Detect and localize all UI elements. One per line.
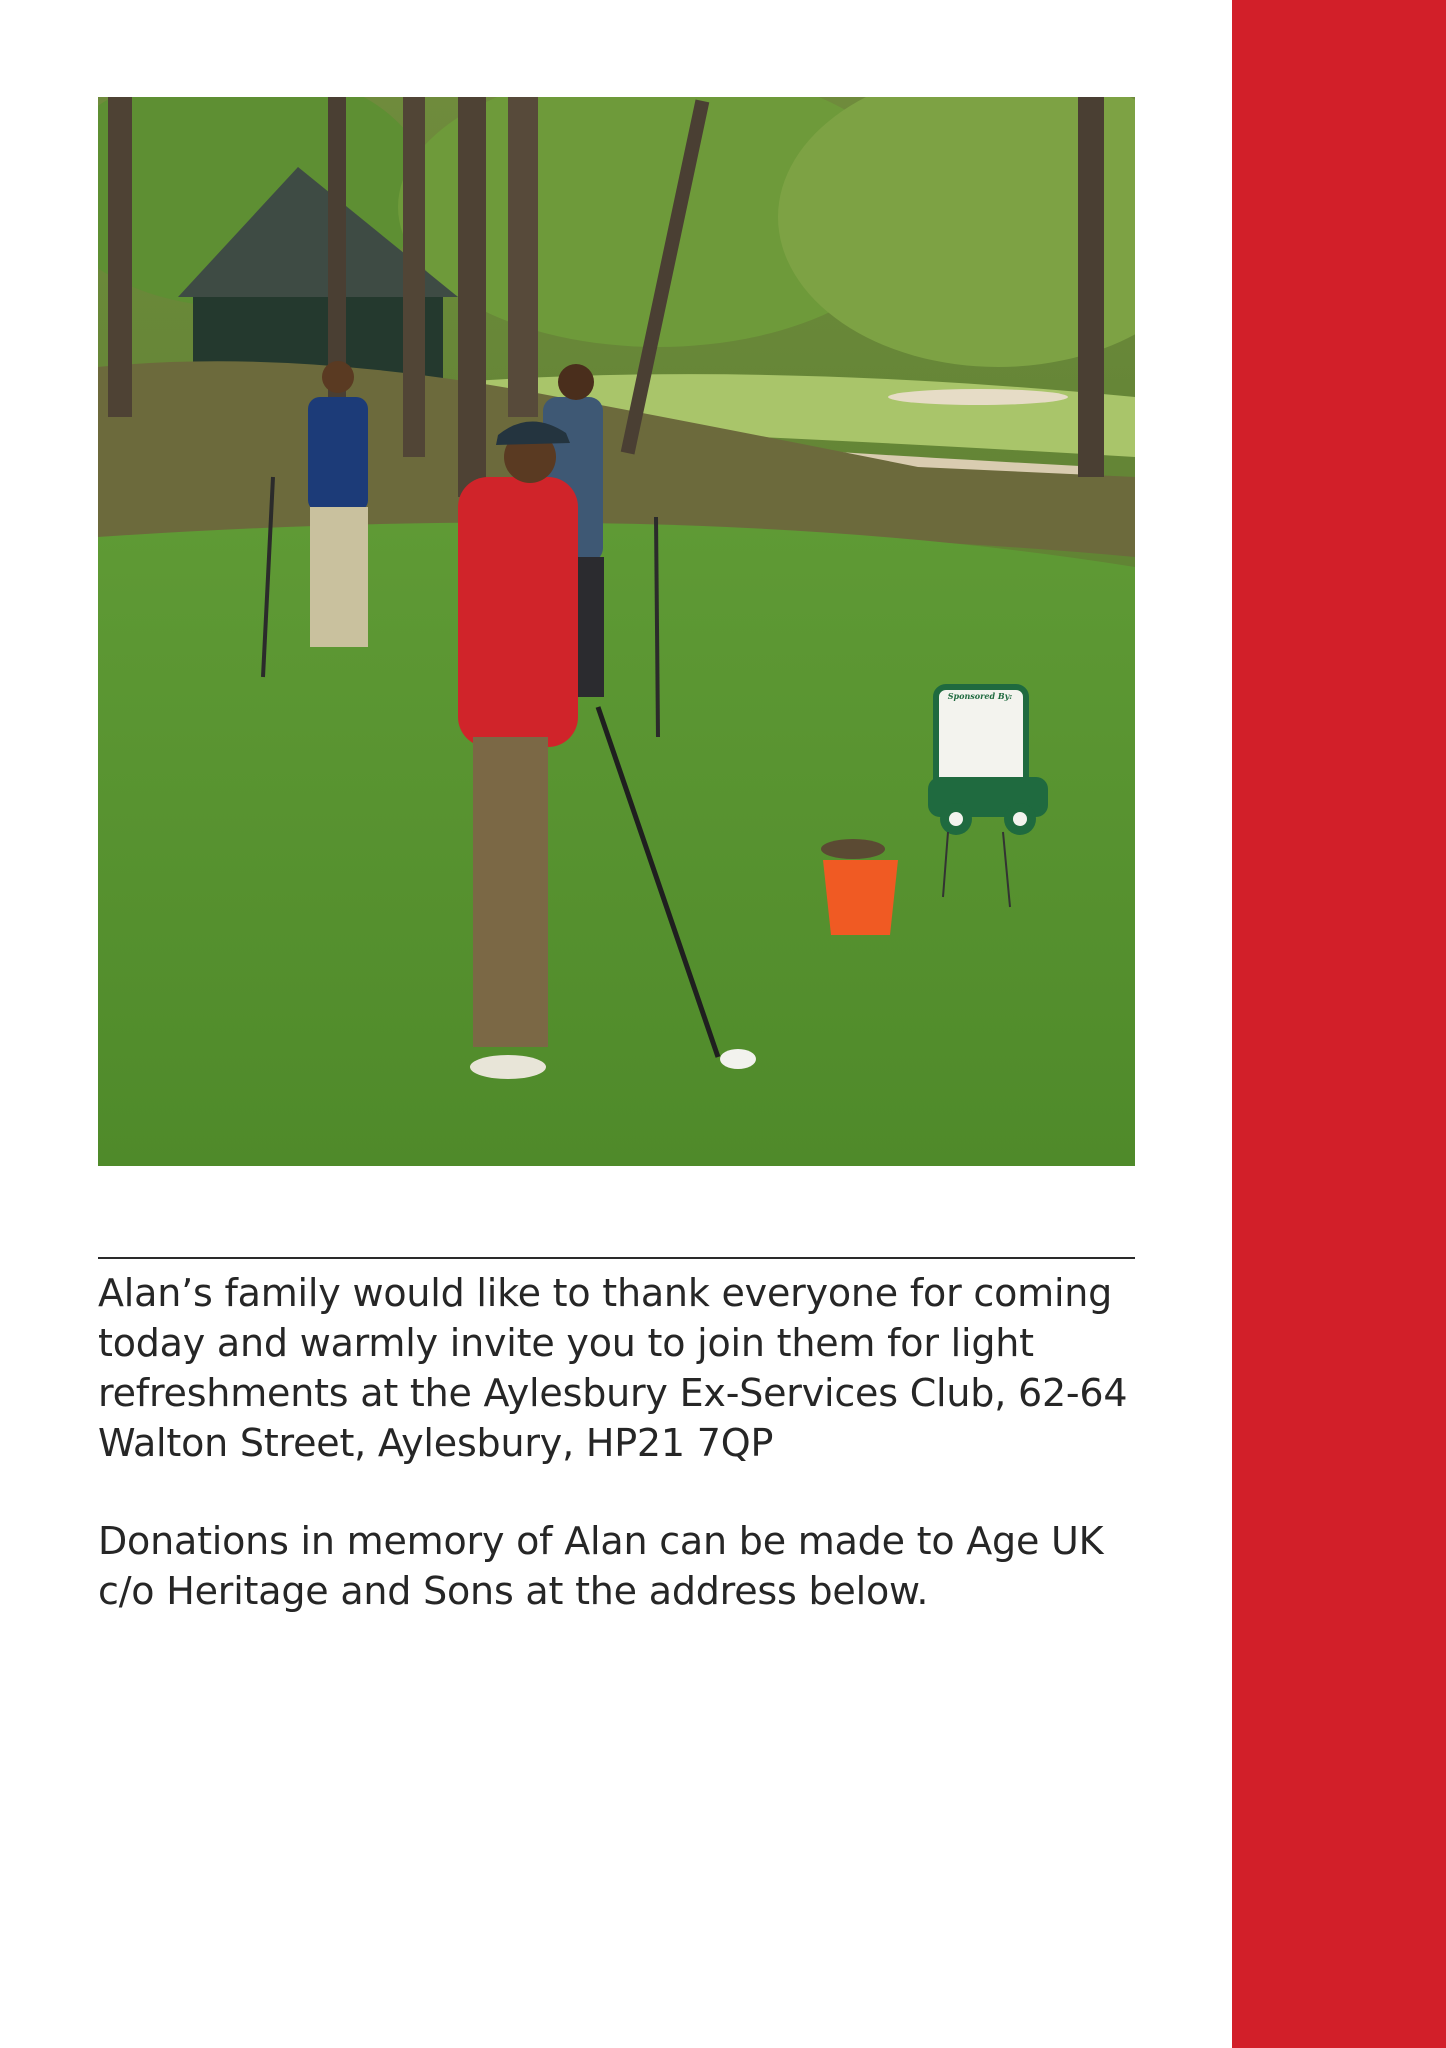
donations-paragraph: Donations in memory of Alan can be made to Age UK c/o Heritage and Sons at the address below. <box>98 1519 1104 1613</box>
golfer-left <box>308 397 368 512</box>
golf-photo <box>98 97 1135 1166</box>
golfer-red-jacket <box>458 477 578 747</box>
divider-rule <box>98 1257 1135 1259</box>
bunker <box>888 389 1068 405</box>
golfer-trousers <box>473 737 548 1047</box>
accent-band <box>1232 0 1446 2048</box>
golf-photo-illustration <box>98 97 1135 1166</box>
tee-grass <box>98 522 1135 1166</box>
ball-basket <box>823 860 898 935</box>
sponsor-sign-heading: Sponsored By: <box>947 691 1013 701</box>
thanks-paragraph: Alan’s family would like to thank everyone for coming today and warmly invite you to join them for light refreshments at the Aylesbury Ex-Services Club, 62-64 Walton Street, Aylesbury, HP21 7QP <box>98 1271 1128 1465</box>
